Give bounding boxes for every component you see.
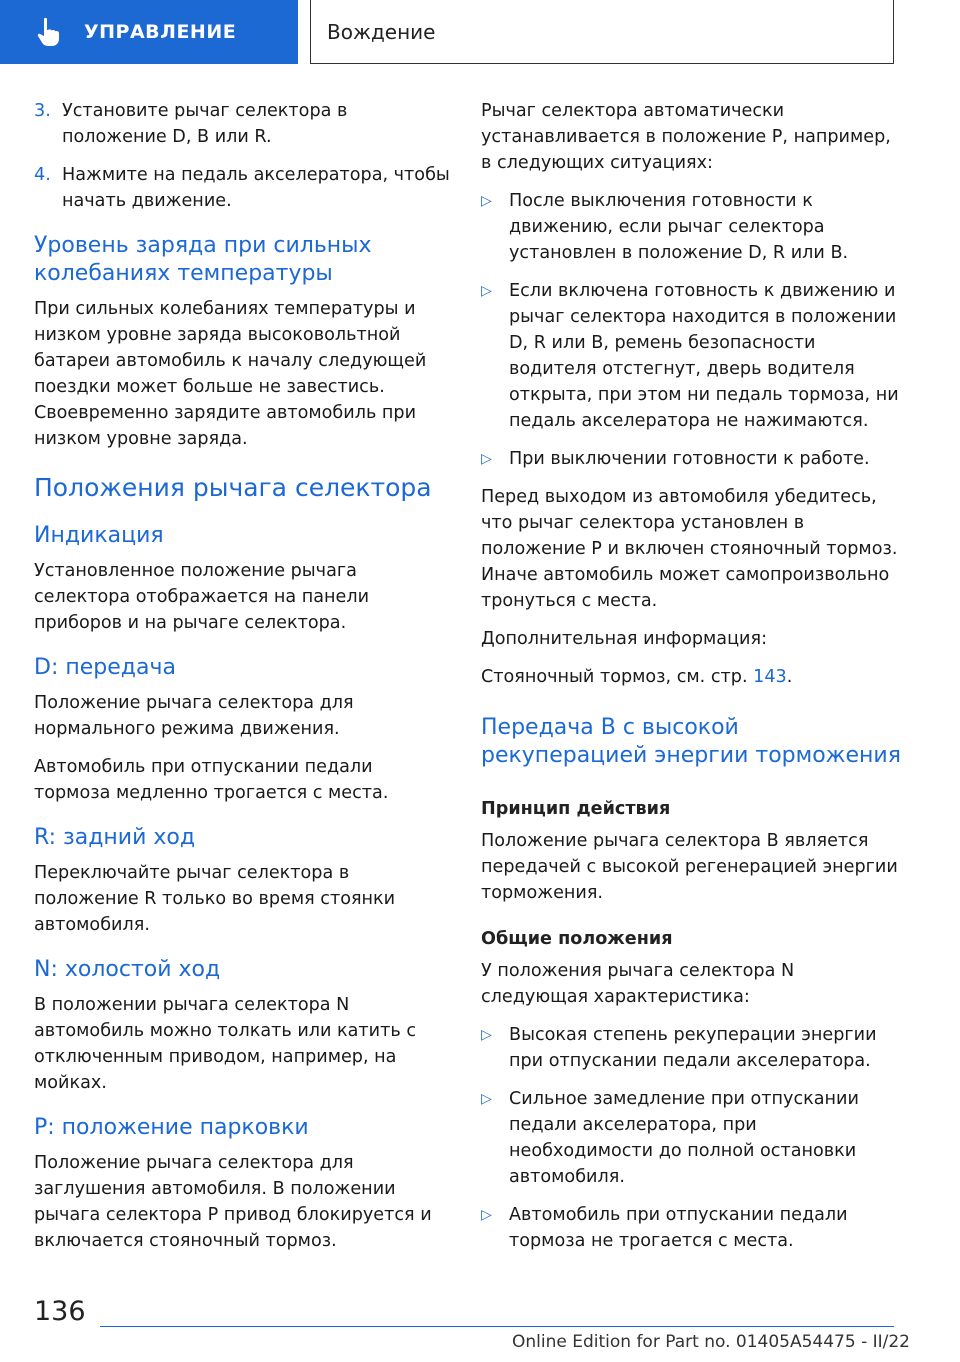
p-text: Положение рычага селектора для заглушения автомобиля. В положении рычага селектора P привод блокируется и включается стояночный тормоз. [34,1153,432,1251]
step-text: Нажмите на педаль акселератора, чтобы начать движение. [62,165,450,211]
charge-heading: Уровень заряда при сильных колебаниях температуры [34,233,372,286]
step-number: 3. [34,101,51,121]
d-text-1: Положение рычага селектора для нормального режима движения. [34,693,354,739]
principle-text: Положение рычага селектора B является передачей с высокой регенерацией энергии торможения. [481,831,898,903]
general-text: У положения рычага селектора N следующая характеристика: [481,961,795,1007]
reference-end: . [786,667,793,687]
positions-heading: Положения рычага селектора [34,473,432,502]
step-text: Установите рычаг селектора в положение D, B или R. [62,101,348,147]
principle-heading: Принцип действия [481,799,671,819]
chapter-header [310,0,894,64]
triangle-bullet-icon: ▷ [481,283,492,299]
auto-p-intro: Рычаг селектора автоматически устанавливается в положение P, например, в следующих ситуациях: [481,101,891,173]
reference-text: Стояночный тормоз, см. стр. [481,667,754,687]
list-item-text: Автомобиль при отпускании педали тормоза не трогается с места. [509,1205,848,1251]
right-column [481,98,901,1266]
list-item [481,446,901,472]
reference-line [481,664,901,690]
triangle-bullet-icon: ▷ [481,1027,492,1043]
indication-text: Установленное положение рычага селектора отображается на панели приборов и на рычаге селектора. [34,561,370,633]
list-item [481,278,901,434]
left-column [34,98,454,1266]
triangle-bullet-icon: ▷ [481,193,492,209]
d-heading: D: передача [34,655,176,680]
section-tab [0,0,298,64]
list-item [481,1022,901,1074]
list-item-text: Сильное замедление при отпускании педали акселератора, при необходимости до полной остановки автомобиля. [509,1089,859,1187]
exit-warning-text: Перед выходом из автомобиля убедитесь, что рычаг селектора установлен в положение P и включен стояночный тормоз. Иначе автомобиль может самопроизвольно тронуться с места. [481,487,898,611]
step-item [34,162,454,214]
list-item-text: Высокая степень рекуперации энергии при отпускании педали акселератора. [509,1025,877,1071]
list-item [481,1086,901,1190]
list-item [481,1202,901,1254]
indication-heading: Индикация [34,523,164,548]
hand-pointer-icon [36,17,62,47]
page-reference-link[interactable]: 143 [753,667,787,687]
d-text-2: Автомобиль при отпускании педали тормоза медленно трогается с места. [34,757,389,803]
p-heading: P: положение парковки [34,1115,309,1140]
triangle-bullet-icon: ▷ [481,451,492,467]
list-item-text: Если включена готовность к движению и рычаг селектора находится в положении D, R или B, ремень безопасности водителя отстегнут, дверь водителя открыта, при этом ни педаль тормоза, ни педаль акселератора не нажимаются. [509,281,899,431]
general-heading: Общие положения [481,929,673,949]
r-text: Переключайте рычаг селектора в положение R только во время стоянки автомобиля. [34,863,396,935]
charge-text: При сильных колебаниях температуры и низком уровне заряда высоковольтной батареи автомобиль к началу следующей поездки может больше не завестись. Своевременно зарядите автомобиль при низком уровне заряда. [34,299,427,449]
list-item-text: При выключении готовности к работе. [509,449,870,469]
more-info-label: Дополнительная информация: [481,629,767,649]
chapter-title: Вождение [327,19,436,44]
step-item [34,98,454,150]
n-text: В положении рычага селектора N автомобиль можно толкать или катить с отключенным приводом, например, на мойках. [34,995,416,1093]
n-heading: N: холостой ход [34,957,221,982]
triangle-bullet-icon: ▷ [481,1207,492,1223]
page-number: 136 [34,1296,86,1327]
section-title: УПРАВЛЕНИЕ [84,21,237,43]
step-number: 4. [34,165,51,185]
b-heading: Передача B с высокой рекуперацией энергии торможения [481,715,901,768]
list-item-text: После выключения готовности к движению, если рычаг селектора установлен в положение D, R или B. [509,191,849,263]
edition-footer: Online Edition for Part no. 01405A54475 - II/22 [511,1332,910,1352]
list-item [481,188,901,266]
r-heading: R: задний ход [34,825,196,850]
triangle-bullet-icon: ▷ [481,1091,492,1107]
footer-divider [100,1326,894,1327]
